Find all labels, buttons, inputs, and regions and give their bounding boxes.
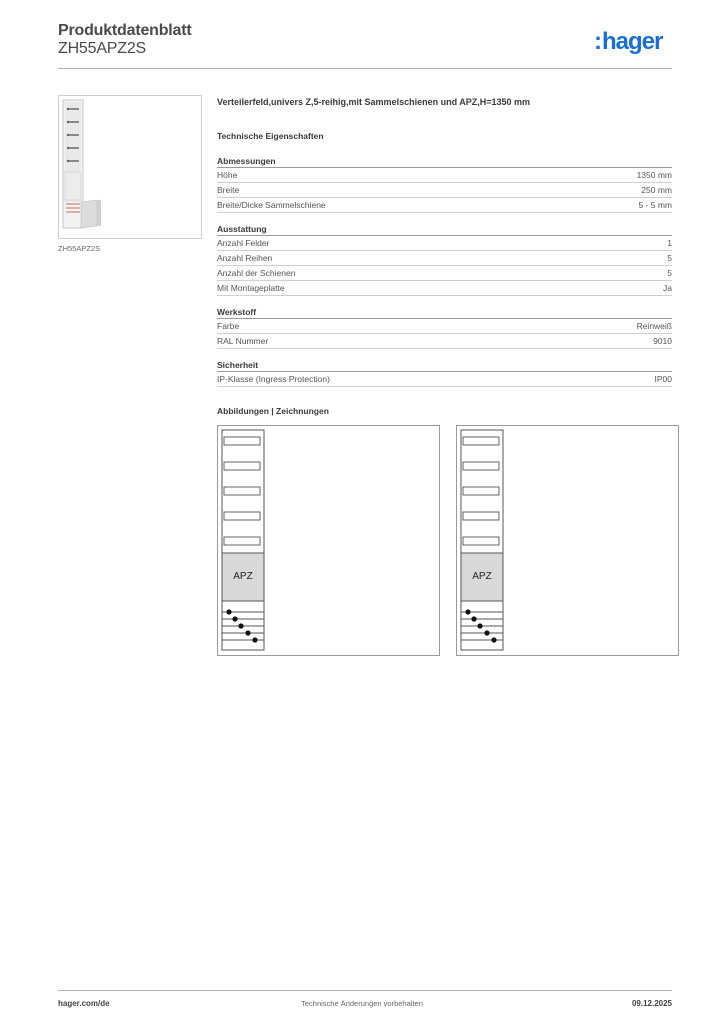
section-heading: Werkstoff — [217, 305, 672, 319]
row-value: Ja — [663, 283, 672, 293]
section-heading: Ausstattung — [217, 222, 672, 236]
logo-prefix: : — [594, 28, 602, 55]
table-row — [217, 168, 672, 183]
footer-website-link[interactable]: hager.com/de — [58, 999, 110, 1008]
table-row — [217, 183, 672, 198]
row-value: 1350 mm — [636, 170, 672, 180]
table-row — [217, 266, 672, 281]
section-heading: Sicherheit — [217, 358, 672, 372]
enclosure-drawing-icon — [218, 426, 439, 655]
row-value: 1 — [667, 238, 672, 248]
logo-text: hager — [602, 28, 663, 55]
product-image-caption: ZH55APZ2S — [58, 244, 101, 253]
row-label: Mit Montageplatte — [217, 283, 285, 293]
section-werkstoff — [217, 305, 672, 349]
footer-note: Technische Änderungen vorbehalten — [301, 999, 423, 1008]
table-row — [217, 372, 672, 387]
row-label: Anzahl Reihen — [217, 253, 273, 263]
enclosure-drawing-icon — [457, 426, 678, 655]
product-code: ZH55APZ2S — [58, 40, 147, 57]
row-value: 5 — [667, 253, 672, 263]
row-value: 250 mm — [641, 185, 672, 195]
figure-drawing-detail — [456, 425, 679, 656]
table-row — [217, 198, 672, 213]
row-value: 5 — [667, 268, 672, 278]
table-row — [217, 281, 672, 296]
section-ausstattung — [217, 222, 672, 296]
row-label: Breite/Dicke Sammelschiene — [217, 200, 326, 210]
row-label: Farbe — [217, 321, 240, 331]
section-heading: Abmessungen — [217, 154, 672, 168]
footer-date: 09.12.2025 — [631, 999, 672, 1008]
page-title: Produktdatenblatt — [58, 22, 192, 39]
row-value: 5 - 5 mm — [638, 200, 672, 210]
row-value: IP00 — [654, 374, 672, 384]
product-image — [58, 95, 202, 239]
apz-label: APZ — [472, 571, 492, 582]
table-row — [217, 319, 672, 334]
technical-properties-title: Technische Eigenschaften — [217, 131, 324, 141]
figures-title: Abbildungen | Zeichnungen — [217, 406, 329, 416]
row-label: IP-Klasse (Ingress Protection) — [217, 374, 330, 384]
section-abmessungen — [217, 154, 672, 213]
row-value: 9010 — [653, 336, 672, 346]
row-label: RAL Nummer — [217, 336, 269, 346]
section-sicherheit — [217, 358, 672, 387]
row-label: Höhe — [217, 170, 238, 180]
enclosure-photo-icon — [59, 96, 201, 238]
table-row — [217, 251, 672, 266]
row-label: Breite — [217, 185, 240, 195]
product-description: Verteilerfeld,univers Z,5-reihig,mit Sammelschienen und APZ,H=1350 mm — [217, 97, 531, 107]
row-label: Anzahl Felder — [217, 238, 270, 248]
table-row — [217, 236, 672, 251]
footer-divider — [58, 990, 672, 991]
header-divider — [58, 68, 672, 69]
figure-drawing-front — [217, 425, 440, 656]
row-value: Reinweiß — [636, 321, 672, 331]
hager-logo — [594, 28, 662, 56]
table-row — [217, 334, 672, 349]
row-label: Anzahl der Schienen — [217, 268, 296, 278]
apz-label: APZ — [233, 571, 253, 582]
